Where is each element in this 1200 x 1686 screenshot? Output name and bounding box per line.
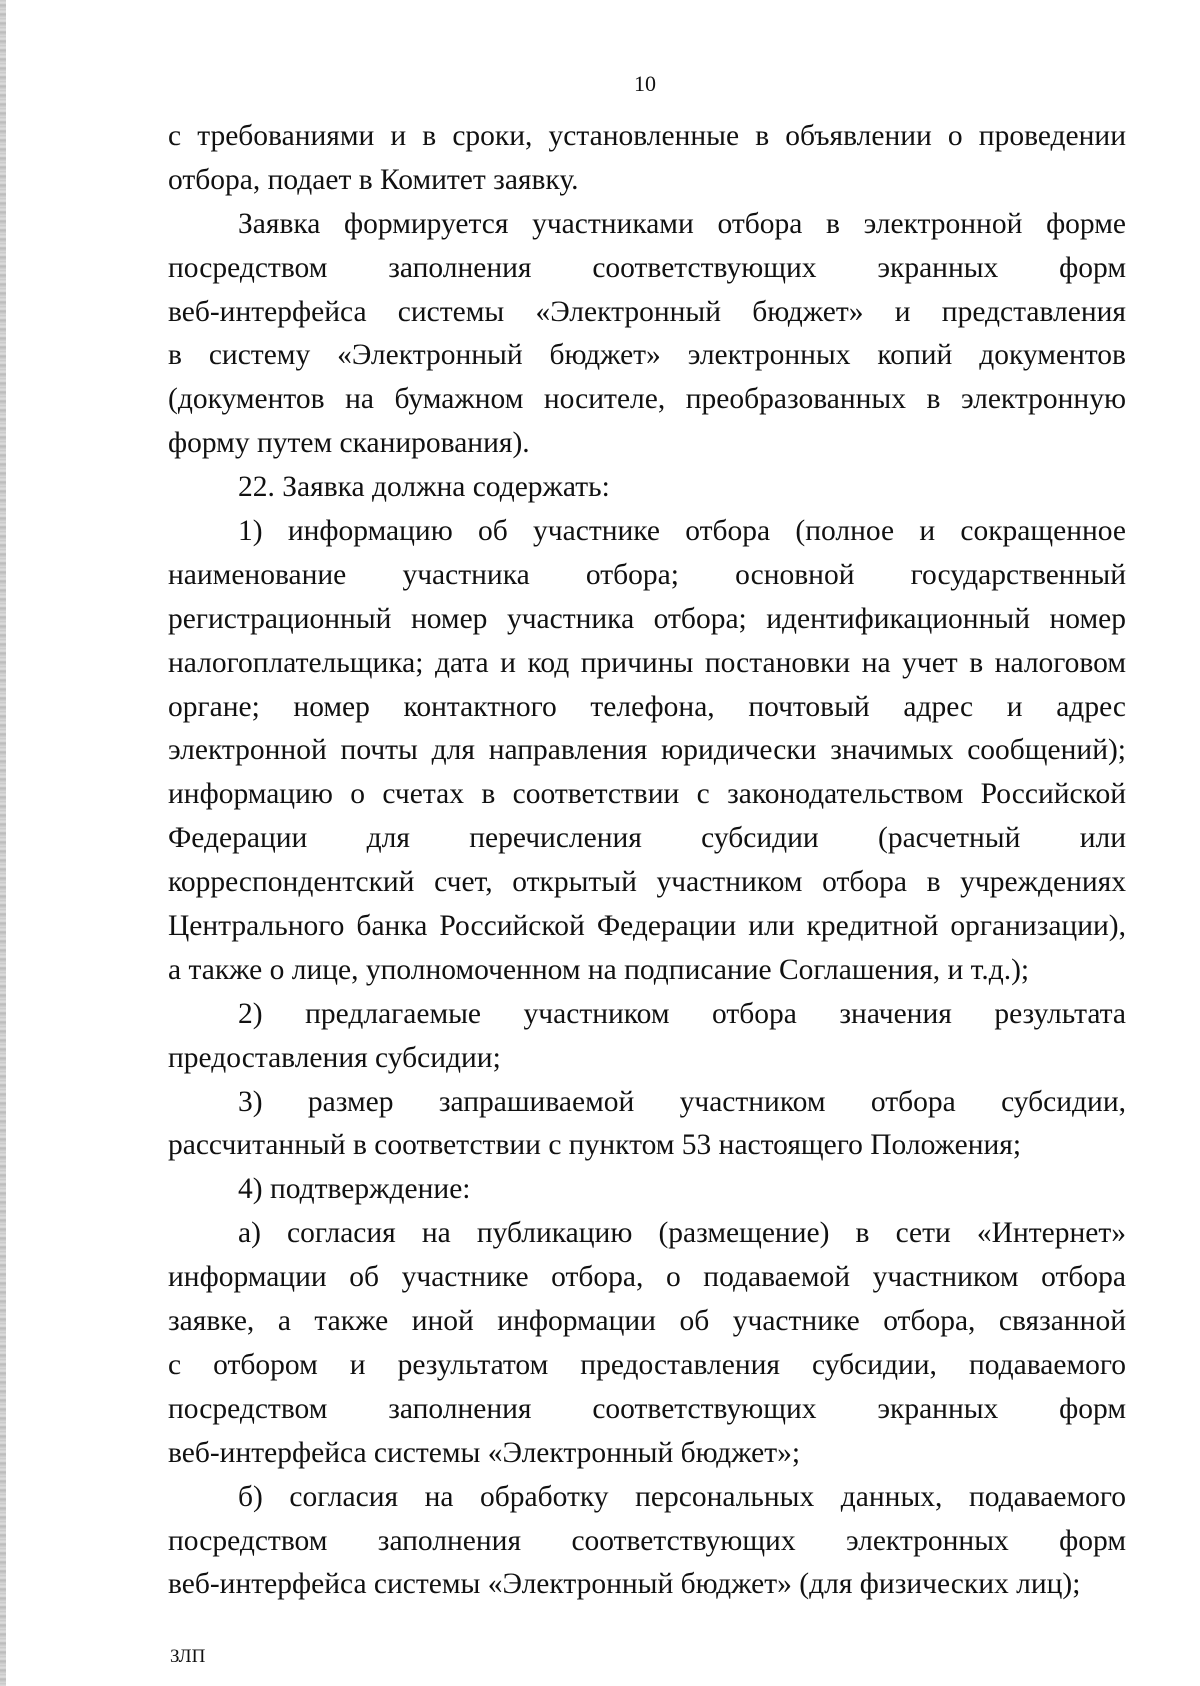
text-line: информации об участнике отбора, о подаваемой участником отбора bbox=[168, 1261, 1126, 1294]
text-line: 3) размер запрашиваемой участником отбора субсидии, bbox=[238, 1085, 1126, 1118]
text-line: наименование участника отбора; основной государственный bbox=[168, 558, 1126, 591]
text-line: 4) подтверждение: bbox=[238, 1173, 471, 1206]
text-line: форму путем сканирования). bbox=[168, 427, 530, 460]
text-line: 2) предлагаемые участником отбора значения результата bbox=[238, 997, 1126, 1030]
text-line: 22. Заявка должна содержать: bbox=[238, 471, 610, 504]
text-line: электронной почты для направления юридически значимых сообщений); bbox=[168, 734, 1126, 767]
text-line: налогоплательщика; дата и код причины постановки на учет в налоговом bbox=[168, 646, 1126, 679]
footer-code: ЗЛП bbox=[170, 1646, 206, 1667]
text-line: рассчитанный в соответствии с пунктом 53 настоящего Положения; bbox=[168, 1129, 1022, 1162]
text-line: б) согласия на обработку персональных данных, подаваемого bbox=[238, 1480, 1126, 1513]
text-line: веб-интерфейса системы «Электронный бюджет» и представления bbox=[168, 295, 1126, 328]
text-line: в систему «Электронный бюджет» электронных копий документов bbox=[168, 339, 1126, 372]
text-line: веб-интерфейса системы «Электронный бюджет»; bbox=[168, 1436, 801, 1469]
text-line: посредством заполнения соответствующих экранных форм bbox=[168, 1392, 1126, 1425]
text-line: корреспондентский счет, открытый участником отбора в учреждениях bbox=[168, 866, 1126, 899]
text-line: (документов на бумажном носителе, преобразованных в электронную bbox=[168, 383, 1126, 416]
text-line: с требованиями и в сроки, установленные в объявлении о проведении bbox=[168, 120, 1126, 152]
text-line: а также о лице, уполномоченном на подписание Соглашения, и т.д.); bbox=[168, 953, 1030, 986]
page-number: 10 bbox=[634, 71, 656, 96]
text-line: веб-интерфейса системы «Электронный бюджет» (для физических лиц); bbox=[168, 1568, 1081, 1601]
text-line: Заявка формируется участниками отбора в электронной форме bbox=[238, 207, 1126, 240]
text-line: посредством заполнения соответствующих экранных форм bbox=[168, 251, 1126, 284]
text-line: информацию о счетах в соответствии с законодательством Российской bbox=[168, 778, 1126, 811]
document-body bbox=[168, 115, 1126, 1607]
text-line: а) согласия на публикацию (размещение) в сети «Интернет» bbox=[238, 1217, 1126, 1250]
scan-edge bbox=[0, 0, 6, 1686]
text-line: предоставления субсидии; bbox=[168, 1041, 501, 1074]
text-line: Центрального банка Российской Федерации или кредитной организации), bbox=[168, 910, 1126, 943]
text-line: органе; номер контактного телефона, почтовый адрес и адрес bbox=[168, 690, 1126, 723]
text-line: Федерации для перечисления субсидии (расчетный или bbox=[168, 822, 1126, 855]
text-line: с отбором и результатом предоставления субсидии, подаваемого bbox=[168, 1348, 1126, 1381]
text-line: отбора, подает в Комитет заявку. bbox=[168, 163, 579, 196]
text-line: 1) информацию об участнике отбора (полное и сокращенное bbox=[238, 515, 1126, 548]
text-line: регистрационный номер участника отбора; идентификационный номер bbox=[168, 602, 1126, 635]
text-line: заявке, а также иной информации об участнике отбора, связанной bbox=[168, 1305, 1126, 1338]
text-line: посредством заполнения соответствующих электронных форм bbox=[168, 1524, 1126, 1557]
